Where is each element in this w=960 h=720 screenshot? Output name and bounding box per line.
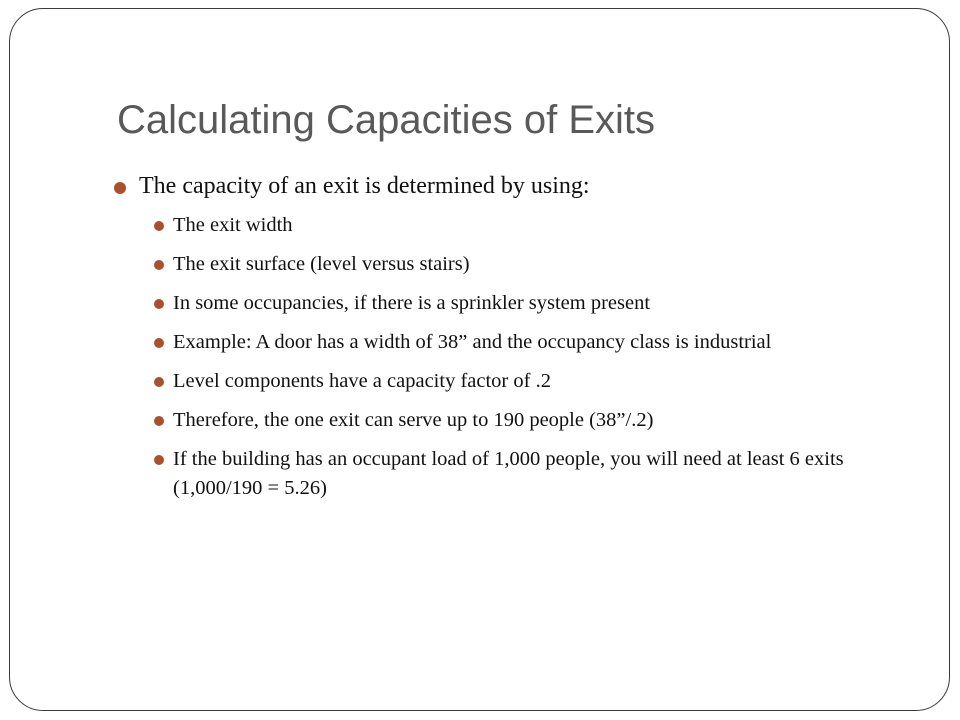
bullet-dot-icon — [154, 338, 164, 348]
bullet-text: The capacity of an exit is determined by using: — [139, 173, 590, 199]
sub-bullet-exit-surface — [114, 250, 884, 279]
bullet-list — [114, 167, 884, 513]
sub-bullet-capacity-factor — [114, 367, 884, 396]
sub-bullet-exit-width — [114, 211, 884, 240]
bullet-text: The exit surface (level versus stairs) — [173, 253, 470, 275]
bullet-dot-icon — [154, 455, 164, 465]
bullet-item-capacity-determined — [114, 167, 884, 205]
bullet-dot-icon — [154, 260, 164, 270]
sub-bullet-occupant-load — [114, 445, 884, 503]
sub-bullet-sprinkler — [114, 289, 884, 318]
bullet-dot-icon — [154, 299, 164, 309]
slide-title: Calculating Capacities of Exits — [117, 98, 656, 142]
sub-bullet-therefore — [114, 406, 884, 435]
bullet-dot-icon — [154, 377, 164, 387]
bullet-text: Therefore, the one exit can serve up to 190 people (38”/.2) — [173, 409, 654, 431]
bullet-text: If the building has an occupant load of 1,000 people, you will need at least 6 exits (1,000/190 = 5.26) — [173, 448, 844, 499]
bullet-dot-icon — [154, 416, 164, 426]
bullet-text: Example: A door has a width of 38” and the occupancy class is industrial — [173, 331, 772, 353]
bullet-dot-icon — [154, 221, 164, 231]
bullet-text: In some occupancies, if there is a sprinkler system present — [173, 292, 651, 314]
bullet-text: Level components have a capacity factor of .2 — [173, 370, 551, 392]
bullet-dot-icon — [114, 182, 126, 194]
slide-frame — [9, 8, 950, 711]
bullet-text: The exit width — [173, 214, 293, 236]
sub-bullet-example — [114, 328, 884, 357]
